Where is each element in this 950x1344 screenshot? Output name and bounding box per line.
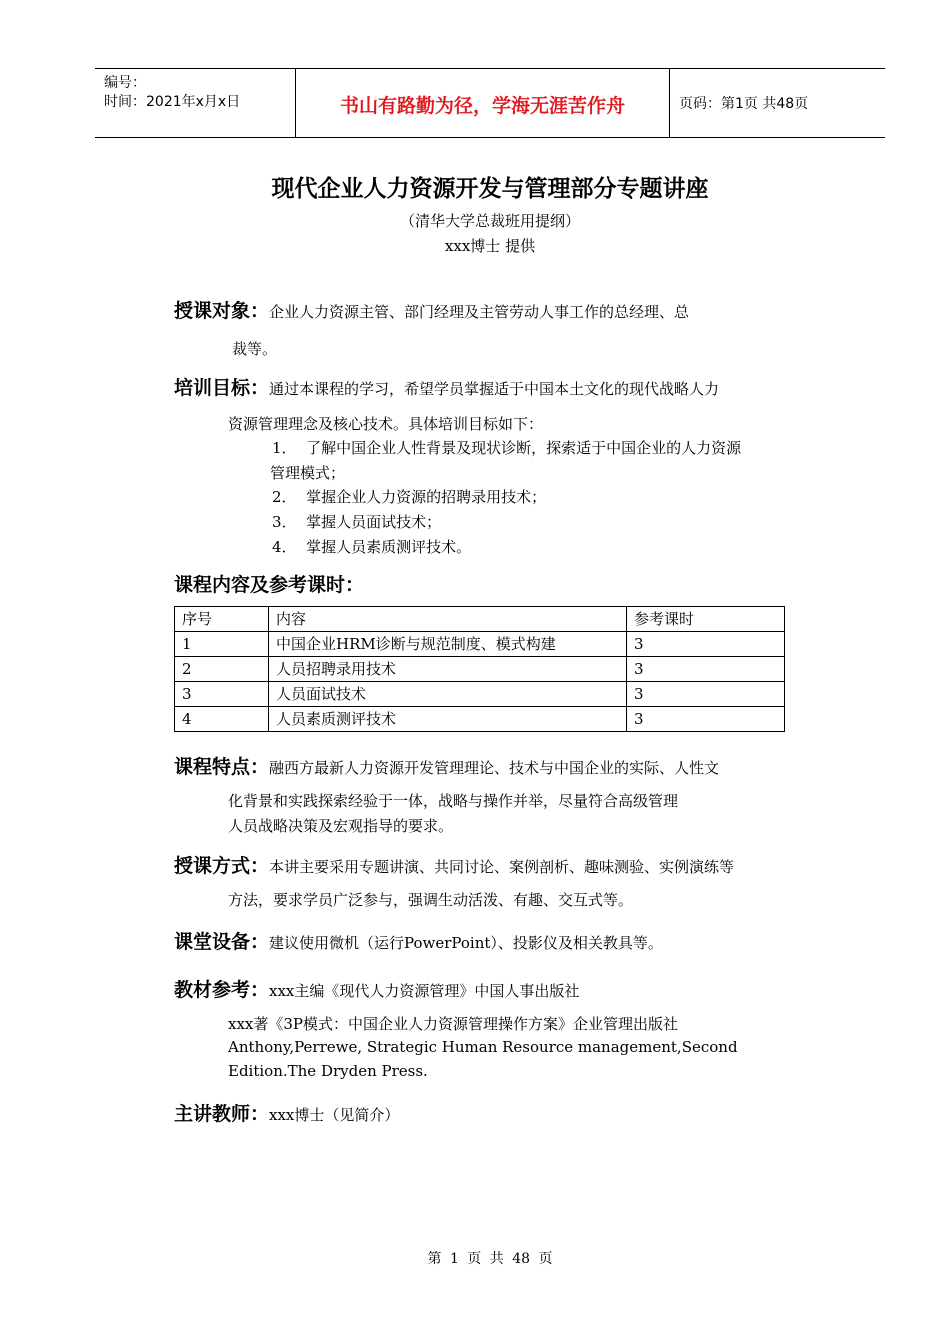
table-header-cell: 序号 bbox=[175, 607, 269, 632]
goal-item-number: 3． bbox=[272, 513, 297, 531]
method-line-1: 本讲主要采用专题讲演、共同讨论、案例剖析、趣味测验、实例演练等 bbox=[269, 858, 735, 876]
materials-line-2: xxx著《3P模式：中国企业人力资源管理操作方案》企业管理出版社 bbox=[228, 1015, 679, 1033]
materials-label: 教材参考： bbox=[174, 979, 270, 1001]
goal-item-1-continued: 管理模式； bbox=[270, 464, 346, 482]
table-row bbox=[175, 657, 785, 682]
serial-label: 编号： bbox=[104, 75, 146, 91]
audience-line-2: 裁等。 bbox=[232, 340, 278, 358]
goal-item-3 bbox=[272, 511, 441, 532]
goal-item-4 bbox=[272, 536, 471, 557]
audience-label: 授课对象： bbox=[174, 300, 270, 322]
teacher-line-1: xxx博士（见简介） bbox=[269, 1106, 400, 1124]
features-line-3: 人员战略决策及宏观指导的要求。 bbox=[228, 817, 454, 835]
audience-line-1: 企业人力资源主管、部门经理及主管劳动人事工作的总经理、总 bbox=[269, 303, 690, 321]
goal-item-text: 掌握人员素质测评技术。 bbox=[306, 538, 472, 556]
motto: 书山有路勤为径，学海无涯苦作舟 bbox=[339, 95, 625, 117]
course-table bbox=[174, 606, 785, 732]
table-cell: 3 bbox=[627, 707, 785, 732]
table-cell: 2 bbox=[175, 657, 269, 682]
table-cell: 1 bbox=[175, 632, 269, 657]
table-cell: 3 bbox=[627, 632, 785, 657]
page-header bbox=[95, 68, 885, 138]
goal-label: 培训目标： bbox=[174, 377, 270, 399]
materials-line-4: Edition.The Dryden Press. bbox=[228, 1062, 428, 1080]
header-info-cell bbox=[95, 69, 296, 137]
goal-item-2 bbox=[272, 486, 546, 507]
goal-item-number: 2． bbox=[272, 488, 297, 506]
goal-line-2: 资源管理理念及核心技术。具体培训目标如下： bbox=[228, 415, 544, 433]
header-page-cell bbox=[670, 69, 885, 137]
document-provider: xxx博士 提供 bbox=[444, 237, 536, 255]
table-header-cell: 内容 bbox=[269, 607, 627, 632]
method-line-2: 方法，要求学员广泛参与，强调生动活泼、有趣、交互式等。 bbox=[228, 891, 634, 909]
materials-line-1: xxx主编《现代人力资源管理》中国人事出版社 bbox=[269, 982, 580, 1000]
equipment-line-1: 建议使用微机（运行PowerPoint）、投影仪及相关教具等。 bbox=[269, 934, 663, 952]
table-cell: 3 bbox=[175, 682, 269, 707]
table-cell: 3 bbox=[627, 682, 785, 707]
table-header-row bbox=[175, 607, 785, 632]
document-subtitle: （清华大学总裁班用提纲） bbox=[399, 212, 580, 230]
goal-item-number: 4． bbox=[272, 538, 297, 556]
table-row bbox=[175, 632, 785, 657]
course-content-heading: 课程内容及参考课时： bbox=[174, 574, 365, 596]
table-row bbox=[175, 707, 785, 732]
time-label: 时间：2021年x月x日 bbox=[104, 94, 241, 110]
method-section bbox=[174, 851, 734, 878]
equipment-label: 课堂设备： bbox=[174, 931, 270, 953]
method-label: 授课方式： bbox=[174, 855, 270, 877]
table-cell: 中国企业HRM诊断与规范制度、模式构建 bbox=[269, 632, 627, 657]
audience-section bbox=[174, 296, 689, 323]
document-title: 现代企业人力资源开发与管理部分专题讲座 bbox=[271, 176, 709, 202]
header-motto-cell bbox=[296, 69, 670, 137]
goal-section bbox=[174, 373, 719, 400]
table-cell: 4 bbox=[175, 707, 269, 732]
goal-item-text: 掌握人员面试技术； bbox=[306, 513, 442, 531]
goal-line-1: 通过本课程的学习，希望学员掌握适于中国本土文化的现代战略人力 bbox=[269, 380, 720, 398]
features-line-2: 化背景和实践探索经验于一体，战略与操作并举，尽量符合高级管理 bbox=[228, 792, 679, 810]
page-footer: 第 1 页 共 48 页 bbox=[427, 1251, 553, 1267]
materials-line-3: Anthony,Perrewe, Strategic Human Resource management,Second bbox=[228, 1038, 738, 1056]
goal-item-text: 了解中国企业人性背景及现状诊断，探索适于中国企业的人力资源 bbox=[306, 439, 742, 457]
teacher-section bbox=[174, 1099, 399, 1126]
table-row bbox=[175, 682, 785, 707]
table-cell: 3 bbox=[627, 657, 785, 682]
table-cell: 人员素质测评技术 bbox=[269, 707, 627, 732]
table-cell: 人员面试技术 bbox=[269, 682, 627, 707]
teacher-label: 主讲教师： bbox=[174, 1103, 270, 1125]
goal-item-1 bbox=[272, 437, 741, 458]
equipment-section bbox=[174, 927, 663, 954]
features-section bbox=[174, 752, 719, 779]
table-header-cell: 参考课时 bbox=[627, 607, 785, 632]
features-label: 课程特点： bbox=[174, 756, 270, 778]
goal-item-number: 1． bbox=[272, 439, 297, 457]
features-line-1: 融西方最新人力资源开发管理理论、技术与中国企业的实际、人性文 bbox=[269, 759, 720, 777]
table-cell: 人员招聘录用技术 bbox=[269, 657, 627, 682]
materials-section bbox=[174, 975, 579, 1002]
page-label: 页码：第1页 共48页 bbox=[679, 96, 809, 112]
goal-item-text: 掌握企业人力资源的招聘录用技术； bbox=[306, 488, 547, 506]
